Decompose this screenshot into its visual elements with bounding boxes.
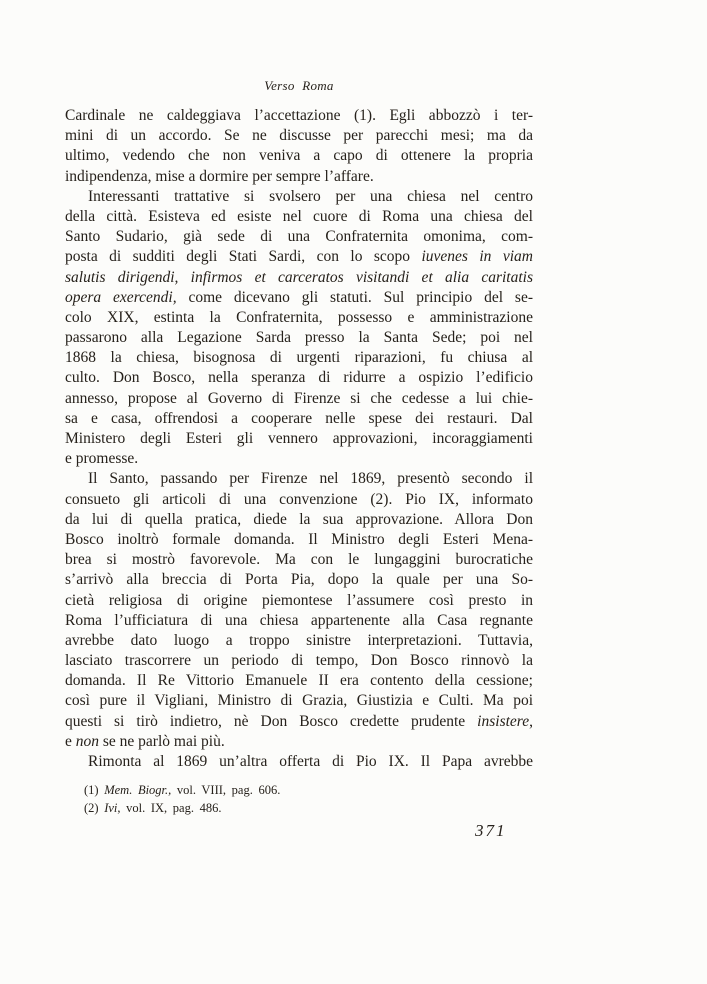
page-number: 371 [475,821,507,840]
text-line: Roma l’ufficiatura di una chiesa appartenente alla Casa regnante [65,611,533,629]
text-line: lasciato trascorrere un periodo di tempo, Don Bosco rinnovò la [65,652,533,670]
text-line: Cardinale ne caldeggiava l’accettazione (1). Egli abbozzò i ter- [65,107,533,124]
text-line: mini di un accordo. Se ne discusse per parecchi mesi; ma da [65,127,533,145]
text-line: colo XIX, estinta la Confraternita, possesso e amministrazione [65,308,533,326]
text-line: Santo Sudario, già sede di una Confraternita omonima, com- [65,228,533,246]
text-line: da lui di quella pratica, diede la sua approvazione. Allora Don [65,510,533,528]
text-line: salutis dirigendi, infirmos et carceratos visitandi et alia caritatis [65,268,533,286]
text-line: e non se ne parlò mai più. [65,732,225,750]
text-line: così pure il Vigliani, Ministro di Grazia, Giustizia e Culti. Ma poi [65,692,533,710]
text-line: 1868 la chiesa, bisognosa di urgenti riparazioni, fu chiusa al [65,349,533,367]
text-line: Il Santo, passando per Firenze nel 1869, presentò secondo il [88,470,533,488]
text-line: Rimonta al 1869 un’altra offerta di Pio IX. Il Papa avrebbe [88,753,533,770]
text-line: brea si mostrò favorevole. Ma con le lungaggini burocratiche [65,551,533,569]
text-line: questi si tirò indietro, nè Don Bosco credette prudente insistere, [65,712,533,730]
text-line: della città. Esisteva ed esiste nel cuore di Roma una chiesa del [65,207,533,225]
footnotes [84,782,533,817]
text-line: consueto gli articoli di una convenzione (2). Pio IX, informato [65,490,533,508]
text-line: avrebbe dato luogo a troppo sinistre interpretazioni. Tuttavia, [65,631,533,649]
text-line: sa e casa, offrendosi a cooperare nelle spese dei restauri. Dal [65,409,533,427]
text-line: passarono alla Legazione Sarda presso la Santa Sede; poi nel [65,329,533,347]
text-line: posta di sudditi degli Stati Sardi, con lo scopo iuvenes in viam [65,248,533,266]
text-line: cietà religiosa di origine piemontese l’assumere così presto in [65,591,533,609]
text-line: Bosco inoltrò formale domanda. Il Ministro degli Esteri Mena- [65,530,533,548]
text-line: culto. Don Bosco, nella speranza di ridurre a ospizio l’edificio [65,369,533,387]
text-line: annesso, propose al Governo di Firenze si che cedesse a lui chie- [65,389,533,407]
text-line: e promesse. [65,450,139,468]
footnote: (2) Ivi, vol. IX, pag. 486. [84,800,222,815]
running-header: Verso Roma [264,78,334,93]
text-line: domanda. Il Re Vittorio Emanuele II era contento della cessione; [65,672,533,690]
text-line: Interessanti trattative si svolsero per una chiesa nel centro [88,187,533,205]
footnote: (1) Mem. Biogr., vol. VIII, pag. 606. [84,783,281,797]
text-line: Ministero degli Esteri gli vennero approvazioni, incoraggiamenti [65,430,533,447]
body-text [65,106,533,772]
text-line: s’arrivò alla breccia di Porta Pia, dopo la quale per una So- [65,571,533,589]
text-line: opera exercendi, come dicevano gli statuti. Sul principio del se- [65,288,533,306]
text-line: indipendenza, mise a dormire per sempre l’affare. [65,167,374,185]
text-line: ultimo, vedendo che non veniva a capo di ottenere la propria [65,147,533,165]
